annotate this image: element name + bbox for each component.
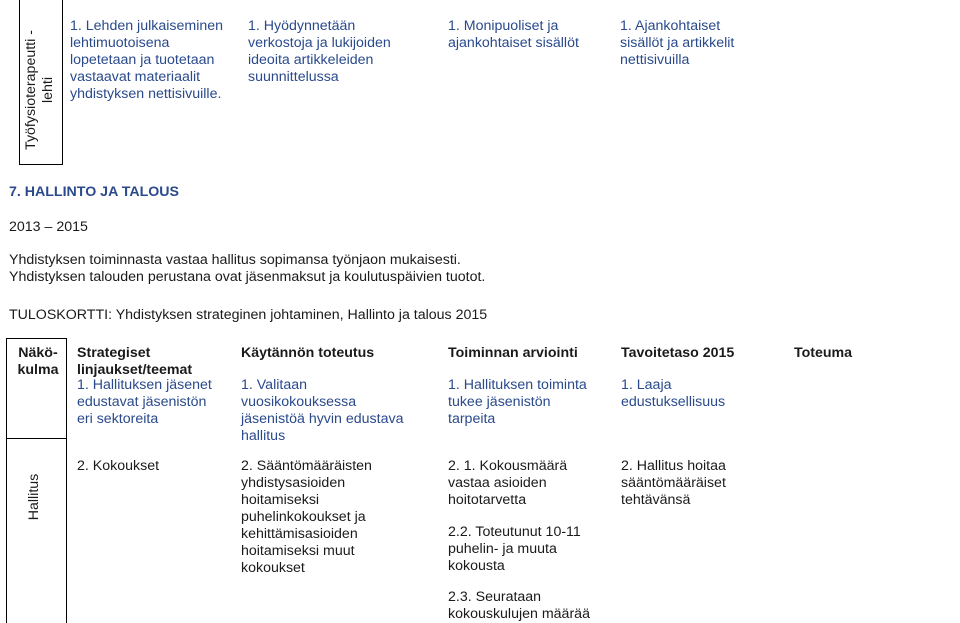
top-table-row-header: Työfysioterapeutti - lehti bbox=[23, 30, 56, 150]
scorecard-row-separator bbox=[6, 438, 67, 439]
scorecard-border-top bbox=[6, 338, 67, 339]
row2-evaluation-a: 2. 1. Kokousmäärä vastaa asioiden hoitotarvetta bbox=[448, 458, 568, 508]
section-heading: 7. HALLINTO JA TALOUS bbox=[9, 184, 179, 200]
row2-perspective: Hallitus bbox=[26, 473, 42, 521]
row1-evaluation: 1. Hallituksen toiminta tukee jäsenistön tarpeita bbox=[448, 377, 587, 427]
row2-target: 2. Hallitus hoitaa sääntömääräiset tehtävänsä bbox=[621, 458, 726, 508]
row2-strategy: 2. Kokoukset bbox=[77, 458, 160, 474]
header-implementation: Käytännön toteutus bbox=[241, 345, 375, 361]
top-table-cell-3: 1. Monipuoliset ja ajankohtaiset sisällöt bbox=[448, 18, 579, 51]
row2-evaluation-b: 2.2. Toteutunut 10-11 puhelin- ja muuta kokousta bbox=[448, 524, 581, 574]
header-outcome: Toteuma bbox=[794, 345, 853, 361]
top-table-cell-4: 1. Ajankohtaiset sisällöt ja artikkelit nettisivuilla bbox=[620, 18, 735, 68]
row1-implementation: 1. Valitaan vuosikokouksessa jäsenistöä hyvin edustava hallitus bbox=[241, 377, 404, 444]
top-table-border-left bbox=[19, 0, 20, 165]
header-target: Tavoitetaso 2015 bbox=[621, 345, 735, 361]
row2-evaluation-c: 2.3. Seurataan kokouskulujen määrää bbox=[448, 589, 590, 622]
header-perspective: Näkö- kulma bbox=[17, 345, 59, 378]
top-table-cell-2: 1. Hyödynnetään verkostoja ja lukijoiden ideoita artikkeleiden suunnittelussa bbox=[248, 18, 391, 85]
scorecard-title: TULOSKORTTI: Yhdistyksen strateginen johtaminen, Hallinto ja talous 2015 bbox=[9, 307, 488, 323]
section-description-line-2: Yhdistyksen talouden perustana ovat jäsenmaksut ja koulutuspäivien tuotot. bbox=[9, 269, 486, 285]
section-period: 2013 – 2015 bbox=[9, 219, 88, 235]
row1-target: 1. Laaja edustuksellisuus bbox=[621, 377, 726, 410]
section-description-line-1: Yhdistyksen toiminnasta vastaa hallitus sopimansa työnjaon mukaisesti. bbox=[9, 252, 461, 268]
row2-implementation: 2. Sääntömääräisten yhdistysasioiden hoitamiseksi puhelinkokoukset ja kehittämisasioiden hoitamiseksi muut kokoukset bbox=[241, 458, 372, 576]
scorecard-border-left bbox=[6, 338, 7, 623]
row1-strategy: 1. Hallituksen jäsenet edustavat jäsenistön eri sektoreita bbox=[77, 377, 212, 427]
top-table-cell-1: 1. Lehden julkaiseminen lehtimuotoisena lopetetaan ja tuotetaan vastaavat materiaalit yhdistyksen nettisivuille. bbox=[70, 18, 224, 102]
header-evaluation: Toiminnan arviointi bbox=[448, 345, 578, 361]
scorecard-divider bbox=[66, 338, 67, 623]
header-strategy: Strategiset linjaukset/teemat bbox=[77, 345, 193, 378]
